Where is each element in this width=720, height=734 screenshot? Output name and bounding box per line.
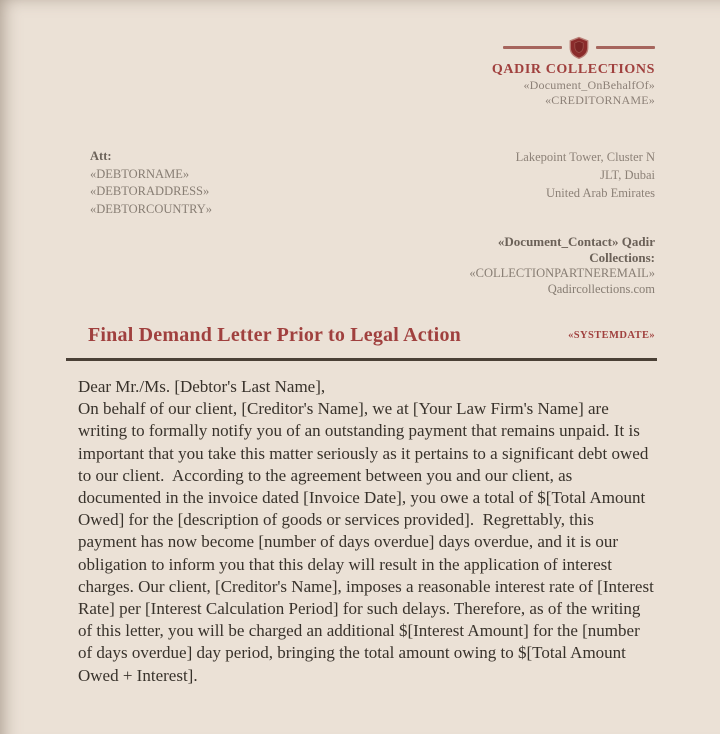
sender-address-block: [516, 148, 655, 218]
logo-flourish-right: [596, 46, 655, 49]
letter-title: Final Demand Letter Prior to Legal Action: [88, 324, 461, 346]
website-text: Qadircollections.com: [547, 282, 655, 296]
contact-block: [437, 234, 655, 297]
address-row: [90, 148, 655, 218]
debtor-address: «DEBTORADDRESS»: [90, 184, 210, 198]
shield-icon: [569, 36, 589, 59]
salutation: Dear Mr./Ms. [Debtor's Last Name],: [78, 377, 326, 396]
on-behalf-of-text: «Document_OnBehalfOf»: [523, 78, 655, 92]
logo-flourish-left: [503, 46, 562, 49]
title-row: [88, 324, 655, 347]
title-divider: [66, 358, 657, 361]
creditor-name-text: «CREDITORNAME»: [545, 93, 655, 107]
brand-logo: [503, 36, 655, 59]
sender-address-line-2: JLT, Dubai: [600, 168, 655, 182]
sender-address-line-1: Lakepoint Tower, Cluster N: [515, 150, 655, 164]
att-label: Att:: [90, 149, 112, 163]
letter-body-text: On behalf of our client, [Creditor's Name], we at [Your Law Firm's Name] are writing to formally notify you of an outstanding payment that remains unpaid. It is important that you take this matter seriously as it pertains to a significant debt owed to our client. According to the agreement between you and our client, as documented in the invoice dated [Invoice Date], you owe a total of $[Total Amount Owed] for the [description of goods or services provided]. Regrettably, this payment has now become [number of days overdue] days overdue, and it is our obligation to inform you that this delay will result in the application of interest charges. Our client, [Creditor's Name], imposes a reasonable interest rate of [Interest Rate] per [Interest Calculation Period] for such delays. Therefore, as of the writing of this letter, you will be charged an additional $[Interest Amount] for the [number of days overdue] day period, bringing the total amount owing to $[Total Amount Owed + Interest].: [78, 399, 659, 685]
recipient-block: [90, 148, 212, 218]
sender-address-line-3: United Arab Emirates: [546, 186, 655, 200]
contact-label: «Document_Contact» Qadir Collections:: [497, 234, 655, 265]
collection-partner-email: «COLLECTIONPARTNEREMAIL»: [469, 266, 655, 280]
debtor-name: «DEBTORNAME»: [90, 166, 190, 181]
letter-body: [78, 376, 659, 687]
letterhead: [492, 36, 655, 108]
brand-name: QADIR COLLECTIONS: [491, 62, 655, 77]
debtor-country: «DEBTORCOUNTRY»: [90, 201, 213, 216]
system-date: «SYSTEMDATE»: [568, 330, 655, 341]
